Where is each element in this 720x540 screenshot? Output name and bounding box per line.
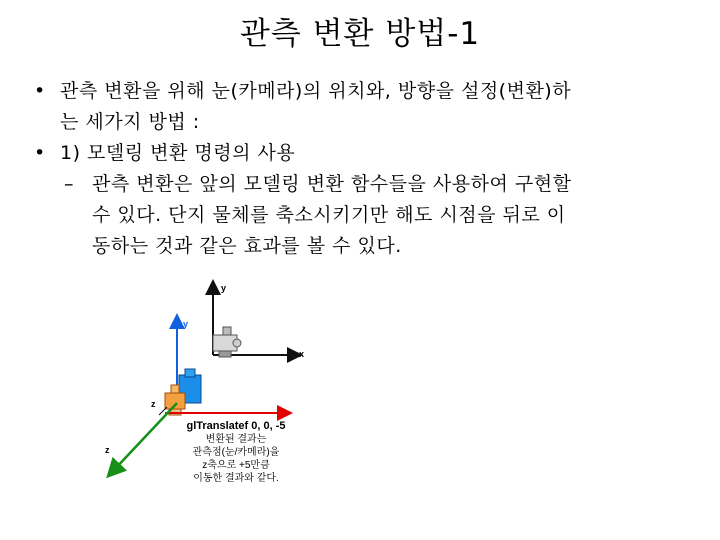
bullet-2	[30, 138, 700, 169]
caption-code: glTranslatef 0, 0, -5	[186, 420, 286, 432]
caption-line-3: z축으로 +5만큼	[202, 460, 270, 471]
back-x-label: x	[299, 349, 305, 359]
sub-bullet-line-1: 관측 변환은 앞의 모델링 변환 함수들을 사용하여 구현할	[92, 173, 572, 195]
far-object-icon	[213, 327, 241, 357]
bullet-dot: •	[34, 142, 46, 164]
bullet-1-line-1: 관측 변환을 위해 눈(카메라)의 위치와, 방향을 설정(변환)하	[60, 80, 572, 102]
bullet-1	[30, 76, 700, 138]
sub-bullet-line-3: 동하는 것과 같은 효과를 볼 수 있다.	[92, 235, 402, 257]
caption-line-1: 변환된 결과는	[205, 434, 267, 445]
long-z-label: z	[105, 445, 110, 455]
long-z-axis	[113, 403, 177, 471]
caption-line-4: 이동한 결과와 같다.	[193, 473, 279, 484]
front-z-label: z	[151, 399, 156, 409]
bullet-1-line-2: 는 세가지 방법 :	[60, 111, 200, 133]
figure-caption	[176, 420, 296, 485]
mid-y-label: y	[183, 319, 189, 329]
bullet-dot: •	[34, 80, 46, 102]
page-title: 관측 변환 방법-1	[239, 16, 481, 52]
back-y-label: y	[221, 283, 227, 293]
bullet-list	[30, 76, 700, 262]
sub-bullet-line-2: 수 있다. 단지 물체를 축소시키기만 해도 시점을 뒤로 이	[92, 204, 566, 226]
sub-bullet-dash: –	[64, 173, 74, 195]
bullet-2-line-1: 1) 모델링 변환 명령의 사용	[60, 142, 296, 164]
caption-line-2: 관측점(눈/카메라)을	[192, 447, 280, 458]
sub-bullet	[30, 169, 700, 262]
